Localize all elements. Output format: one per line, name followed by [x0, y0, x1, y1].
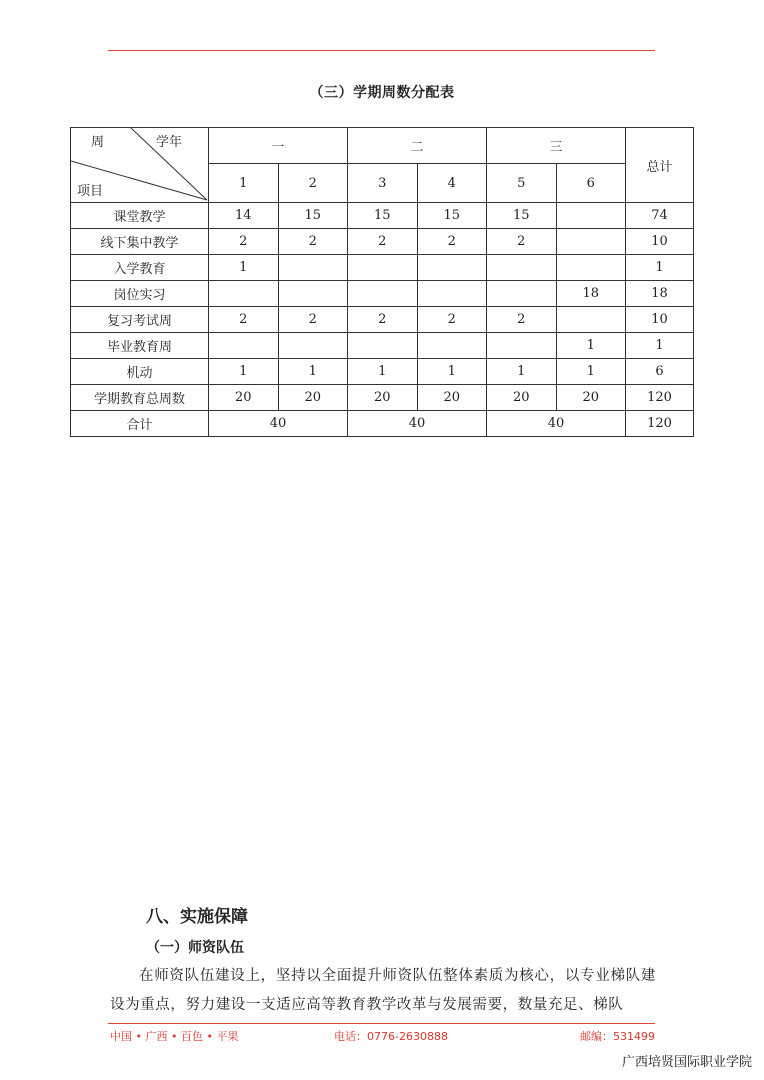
semester-cell: 1 [417, 359, 487, 385]
semester-cell: 15 [348, 203, 418, 229]
semester-cell: 1 [487, 359, 557, 385]
semester-cell [556, 203, 626, 229]
semester-header-6: 6 [556, 164, 626, 203]
semester-cell [417, 255, 487, 281]
semester-cell [348, 281, 418, 307]
year-header-2: 二 [348, 128, 487, 164]
semester-cell [348, 255, 418, 281]
semester-cell [417, 333, 487, 359]
semester-cell: 2 [417, 307, 487, 333]
row-label: 复习考试周 [71, 307, 209, 333]
table-row [71, 359, 694, 385]
row-total: 10 [626, 229, 694, 255]
total-header: 总计 [626, 128, 694, 203]
semester-cell: 1 [556, 333, 626, 359]
table-row [71, 255, 694, 281]
header-rule [108, 50, 655, 51]
semester-header-1: 1 [209, 164, 279, 203]
semester-cell: 18 [556, 281, 626, 307]
row-label: 学期教育总周数 [71, 385, 209, 411]
semester-cell: 2 [209, 229, 279, 255]
row-total: 120 [626, 385, 694, 411]
corner-cell [71, 128, 209, 203]
row-label: 入学教育 [71, 255, 209, 281]
semester-cell [487, 255, 557, 281]
row-total: 18 [626, 281, 694, 307]
semester-cell: 2 [417, 229, 487, 255]
semester-cell: 1 [209, 255, 279, 281]
row-total: 10 [626, 307, 694, 333]
year-header-1: 一 [209, 128, 348, 164]
corner-label-year: 学年 [156, 135, 183, 150]
footer-location: 中国 • 广西 • 百色 • 平果 [110, 1030, 239, 1043]
semester-cell: 15 [417, 203, 487, 229]
table-row [71, 307, 694, 333]
semester-cell [278, 255, 348, 281]
table-title: （三）学期周数分配表 [309, 85, 455, 101]
year-sum-cell: 40 [487, 411, 626, 437]
row-label: 毕业教育周 [71, 333, 209, 359]
semester-cell: 2 [209, 307, 279, 333]
semester-cell: 1 [209, 359, 279, 385]
semester-cell [278, 281, 348, 307]
grand-total: 120 [626, 411, 694, 437]
semester-cell: 1 [278, 359, 348, 385]
semester-cell: 1 [556, 359, 626, 385]
semester-cell [556, 229, 626, 255]
semester-weeks-table [70, 127, 694, 437]
row-total: 6 [626, 359, 694, 385]
semester-cell: 2 [487, 307, 557, 333]
semester-cell: 20 [556, 385, 626, 411]
section-subheading: （一）师资队伍 [146, 940, 244, 956]
row-label: 机动 [71, 359, 209, 385]
semester-cell: 2 [348, 229, 418, 255]
table-row [71, 203, 694, 229]
footer-postcode: 邮编：531499 [580, 1030, 655, 1043]
semester-header-5: 5 [487, 164, 557, 203]
semester-cell: 2 [348, 307, 418, 333]
row-label: 岗位实习 [71, 281, 209, 307]
semester-cell [487, 281, 557, 307]
semester-header-2: 2 [278, 164, 348, 203]
table-row [71, 333, 694, 359]
corner-label-week: 周 [91, 135, 105, 150]
semester-cell: 2 [487, 229, 557, 255]
footer-rule [108, 1023, 655, 1024]
sum-row [71, 411, 694, 437]
semester-cell: 20 [348, 385, 418, 411]
semester-cell [278, 333, 348, 359]
year-header-row [71, 128, 694, 164]
semester-cell: 20 [209, 385, 279, 411]
corner-label-item: 项目 [77, 184, 104, 199]
semester-cell: 20 [417, 385, 487, 411]
row-label: 课堂教学 [71, 203, 209, 229]
section-paragraph: 在师资队伍建设上，坚持以全面提升师资队伍整体素质为核心，以专业梯队建设为重点，努力建设一支适应高等教育教学改革与发展需要，数量充足、梯队 [110, 968, 656, 1013]
table-row [71, 385, 694, 411]
semester-cell [417, 281, 487, 307]
section-heading: 八、实施保障 [146, 907, 248, 927]
semester-cell [209, 281, 279, 307]
semester-header-3: 3 [348, 164, 418, 203]
year-sum-cell: 40 [209, 411, 348, 437]
sum-label: 合计 [71, 411, 209, 437]
semester-cell: 15 [278, 203, 348, 229]
semester-cell [556, 307, 626, 333]
table-row [71, 281, 694, 307]
table-row [71, 229, 694, 255]
semester-cell: 20 [278, 385, 348, 411]
row-total: 1 [626, 333, 694, 359]
row-total: 1 [626, 255, 694, 281]
semester-cell [348, 333, 418, 359]
year-sum-cell: 40 [348, 411, 487, 437]
school-name: 广西培贤国际职业学院 [621, 1055, 752, 1070]
semester-header-4: 4 [417, 164, 487, 203]
semester-cell: 15 [487, 203, 557, 229]
footer-phone: 电话：0776-2630888 [334, 1030, 448, 1043]
semester-cell: 14 [209, 203, 279, 229]
semester-cell [209, 333, 279, 359]
row-total: 74 [626, 203, 694, 229]
semester-cell: 2 [278, 229, 348, 255]
row-label: 线下集中教学 [71, 229, 209, 255]
semester-cell: 2 [278, 307, 348, 333]
semester-cell: 1 [348, 359, 418, 385]
semester-cell [556, 255, 626, 281]
year-header-3: 三 [487, 128, 626, 164]
semester-cell: 20 [487, 385, 557, 411]
semester-cell [487, 333, 557, 359]
